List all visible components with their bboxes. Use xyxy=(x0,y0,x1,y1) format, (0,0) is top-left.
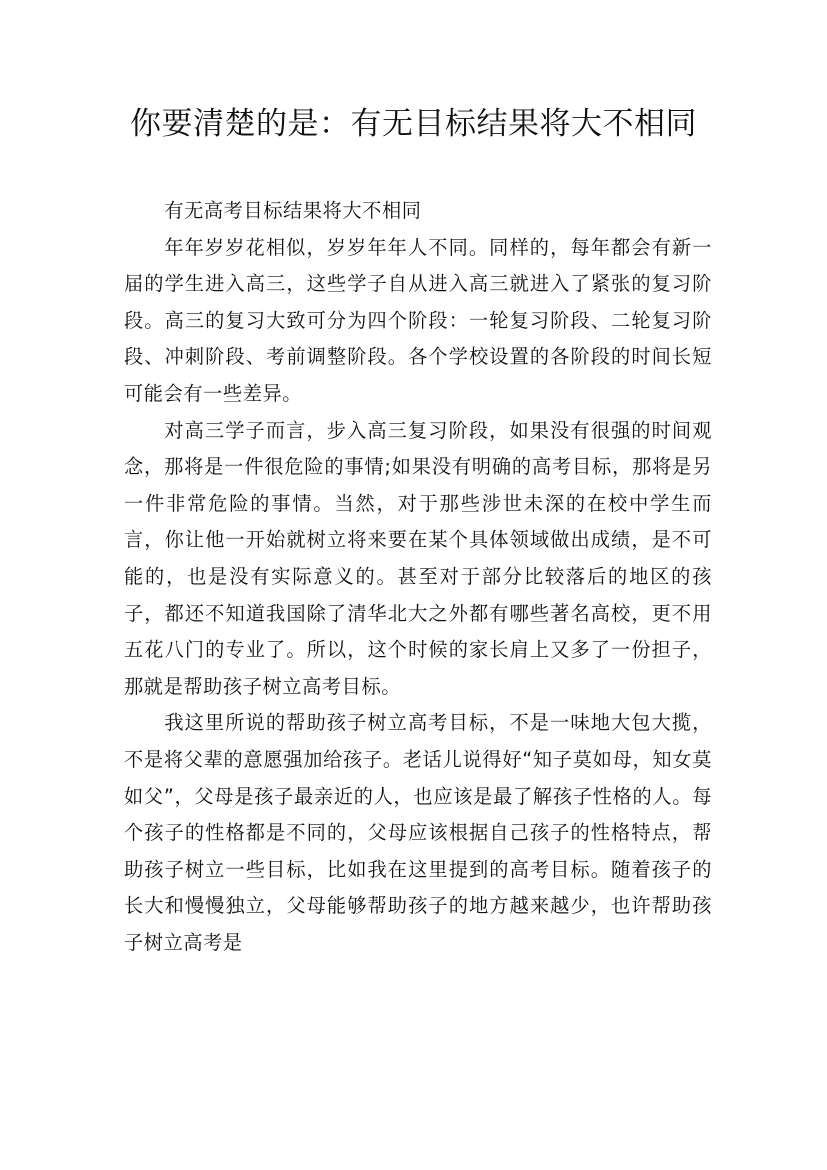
paragraph-2: 对高三学子而言，步入高三复习阶段，如果没有很强的时间观念，那将是一件很危险的事情;如果没有明确的高考目标，那将是另一件非常危险的事情。当然，对于那些涉世未深的在校中学生而言，你让他一开始就树立将来要在某个具体领域做出成绩，是不可能的，也是没有实际意义的。甚至对于部分比较落后的地区的孩子，都还不知道我国除了清华北大之外都有哪些著名高校，更不用五花八门的专业了。所以，这个时候的家长肩上又多了一份担子，那就是帮助孩子树立高考目标。 xyxy=(124,418,712,698)
paragraph-1: 年年岁岁花相似，岁岁年年人不同。同样的，每年都会有新一届的学生进入高三，这些学子自从进入高三就进入了紧张的复习阶段。高三的复习大致可分为四个阶段：一轮复习阶段、二轮复习阶段、冲刺阶段、考前调整阶段。各个学校设置的各阶段的时间长短可能会有一些差异。 xyxy=(124,235,712,405)
document-title: 你要清楚的是：有无目标结果将大不相同 xyxy=(130,106,697,142)
document-subtitle: 有无高考目标结果将大不相同 xyxy=(164,199,422,222)
paragraph-3: 我这里所说的帮助孩子树立高考目标，不是一味地大包大揽，不是将父辈的意愿强加给孩子。老话儿说得好“知子莫如母，知女莫如父”，父母是孩子最亲近的人，也应该是最了解孩子性格的人。每个孩子的性格都是不同的，父母应该根据自己孩子的性格特点，帮助孩子树立一些目标，比如我在这里提到的高考目标。随着孩子的长大和慢慢独立，父母能够帮助孩子的地方越来越少，也许帮助孩子树立高考是 xyxy=(124,711,712,954)
document-body xyxy=(124,193,712,961)
